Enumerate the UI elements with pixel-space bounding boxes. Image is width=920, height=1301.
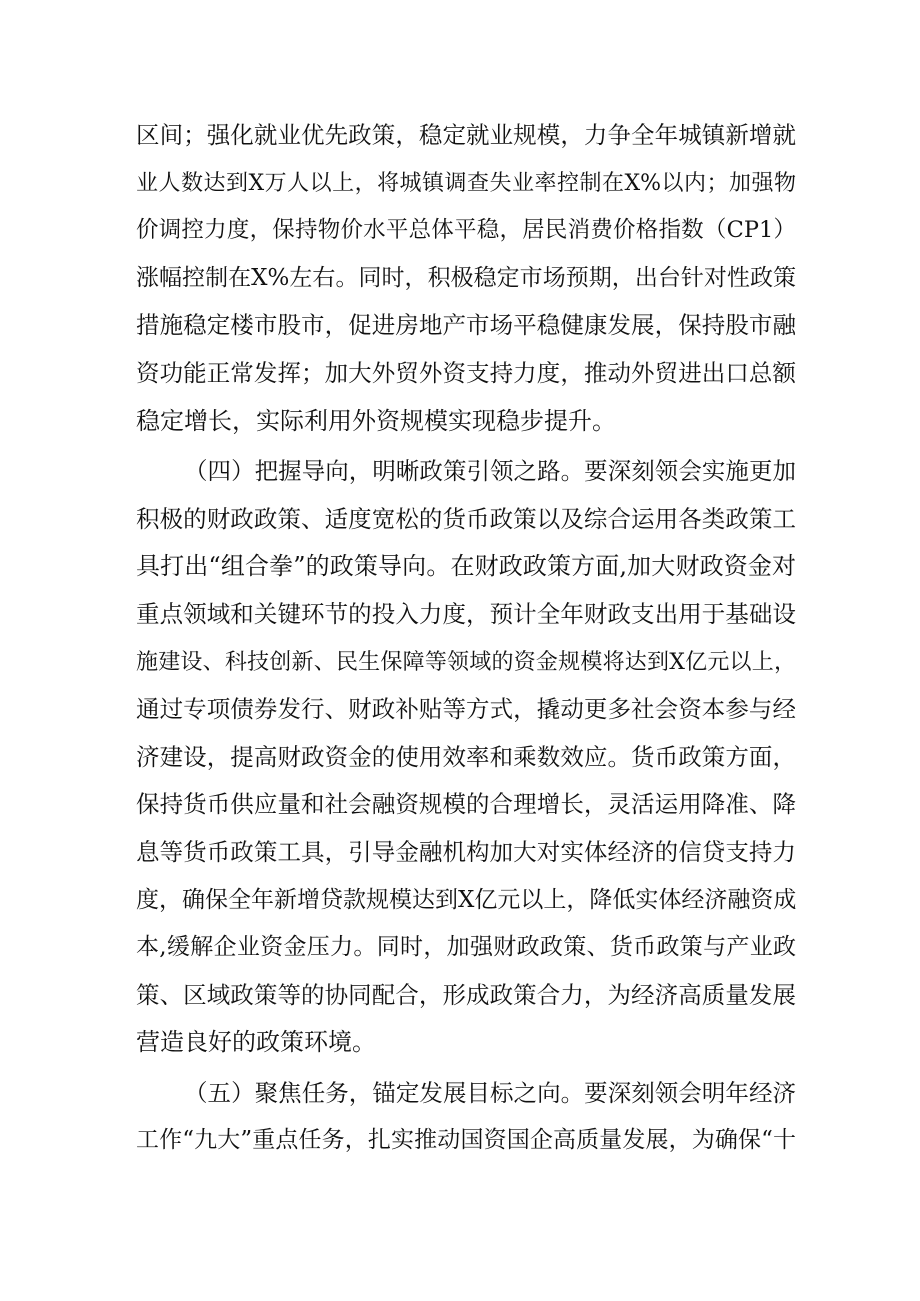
text-line: 区间；强化就业优先政策，稳定就业规模，力争全年城镇新增就 — [136, 121, 796, 149]
text-line: 资功能正常发挥；加大外贸外资支持力度，推动外贸进出口总额 — [136, 358, 796, 387]
section-heading-line: （四）把握导向，明晰政策引领之路。要深刻领会实施更加 — [184, 457, 796, 486]
text-line: 稳定增长，实际利用外资规模实现稳步提升。 — [136, 406, 616, 435]
text-line: 施建设、科技创新、民生保障等领域的资金规模将达到X亿元以上， — [136, 649, 796, 675]
paragraph-section-four — [136, 448, 796, 1067]
text-line: 策、区域政策等的协同配合，形成政策合力，为经济高质量发展 — [136, 980, 796, 1009]
section-heading-line: （五）聚焦任务，锚定发展目标之向。要深刻领会明年经济 — [184, 1078, 796, 1107]
text-line: 保持货币供应量和社会融资规模的合理增长，灵活运用降准、降 — [136, 790, 796, 819]
text-line: 具打出“组合拳”的政策导向。在财政政策方面,加大财政资金对 — [136, 552, 796, 581]
text-line: 业人数达到X万人以上，将城镇调查失业率控制在X%以内；加强物 — [136, 170, 796, 196]
text-line: 重点领域和关键环节的投入力度，预计全年财政支出用于基础设 — [136, 599, 796, 628]
text-line: 息等货币政策工具，引导金融机构加大对实体经济的信贷支持力 — [136, 837, 796, 866]
text-line: 营造良好的政策环境。 — [136, 1028, 376, 1057]
text-line: 济建设，提高财政资金的使用效率和乘数效应。货币政策方面， — [136, 742, 796, 771]
document-body — [136, 112, 796, 1165]
text-line: 工作“九大”重点任务，扎实推动国资国企高质量发展，为确保“十 — [136, 1127, 796, 1154]
text-line: 本,缓解企业资金压力。同时，加强财政政策、货币政策与产业政 — [136, 934, 796, 961]
text-line: 通过专项债券发行、财政补贴等方式，撬动更多社会资本参与经 — [136, 695, 796, 724]
text-line: 措施稳定楼市股市，促进房地产市场平稳健康发展，保持股市融 — [136, 311, 796, 340]
paragraph-section-five — [136, 1070, 796, 1165]
text-line: 积极的财政政策、适度宽松的货币政策以及综合运用各类政策工 — [136, 504, 796, 533]
text-line: 度，确保全年新增贷款规模达到X亿元以上，降低实体经济融资成 — [136, 886, 797, 913]
text-line: 涨幅控制在X%左右。同时，积极稳定市场预期，出台针对性政策 — [136, 264, 796, 291]
paragraph-continuation — [136, 112, 796, 445]
text-line: 价调控力度，保持物价水平总体平稳，居民消费价格指数（CP1） — [136, 217, 796, 244]
